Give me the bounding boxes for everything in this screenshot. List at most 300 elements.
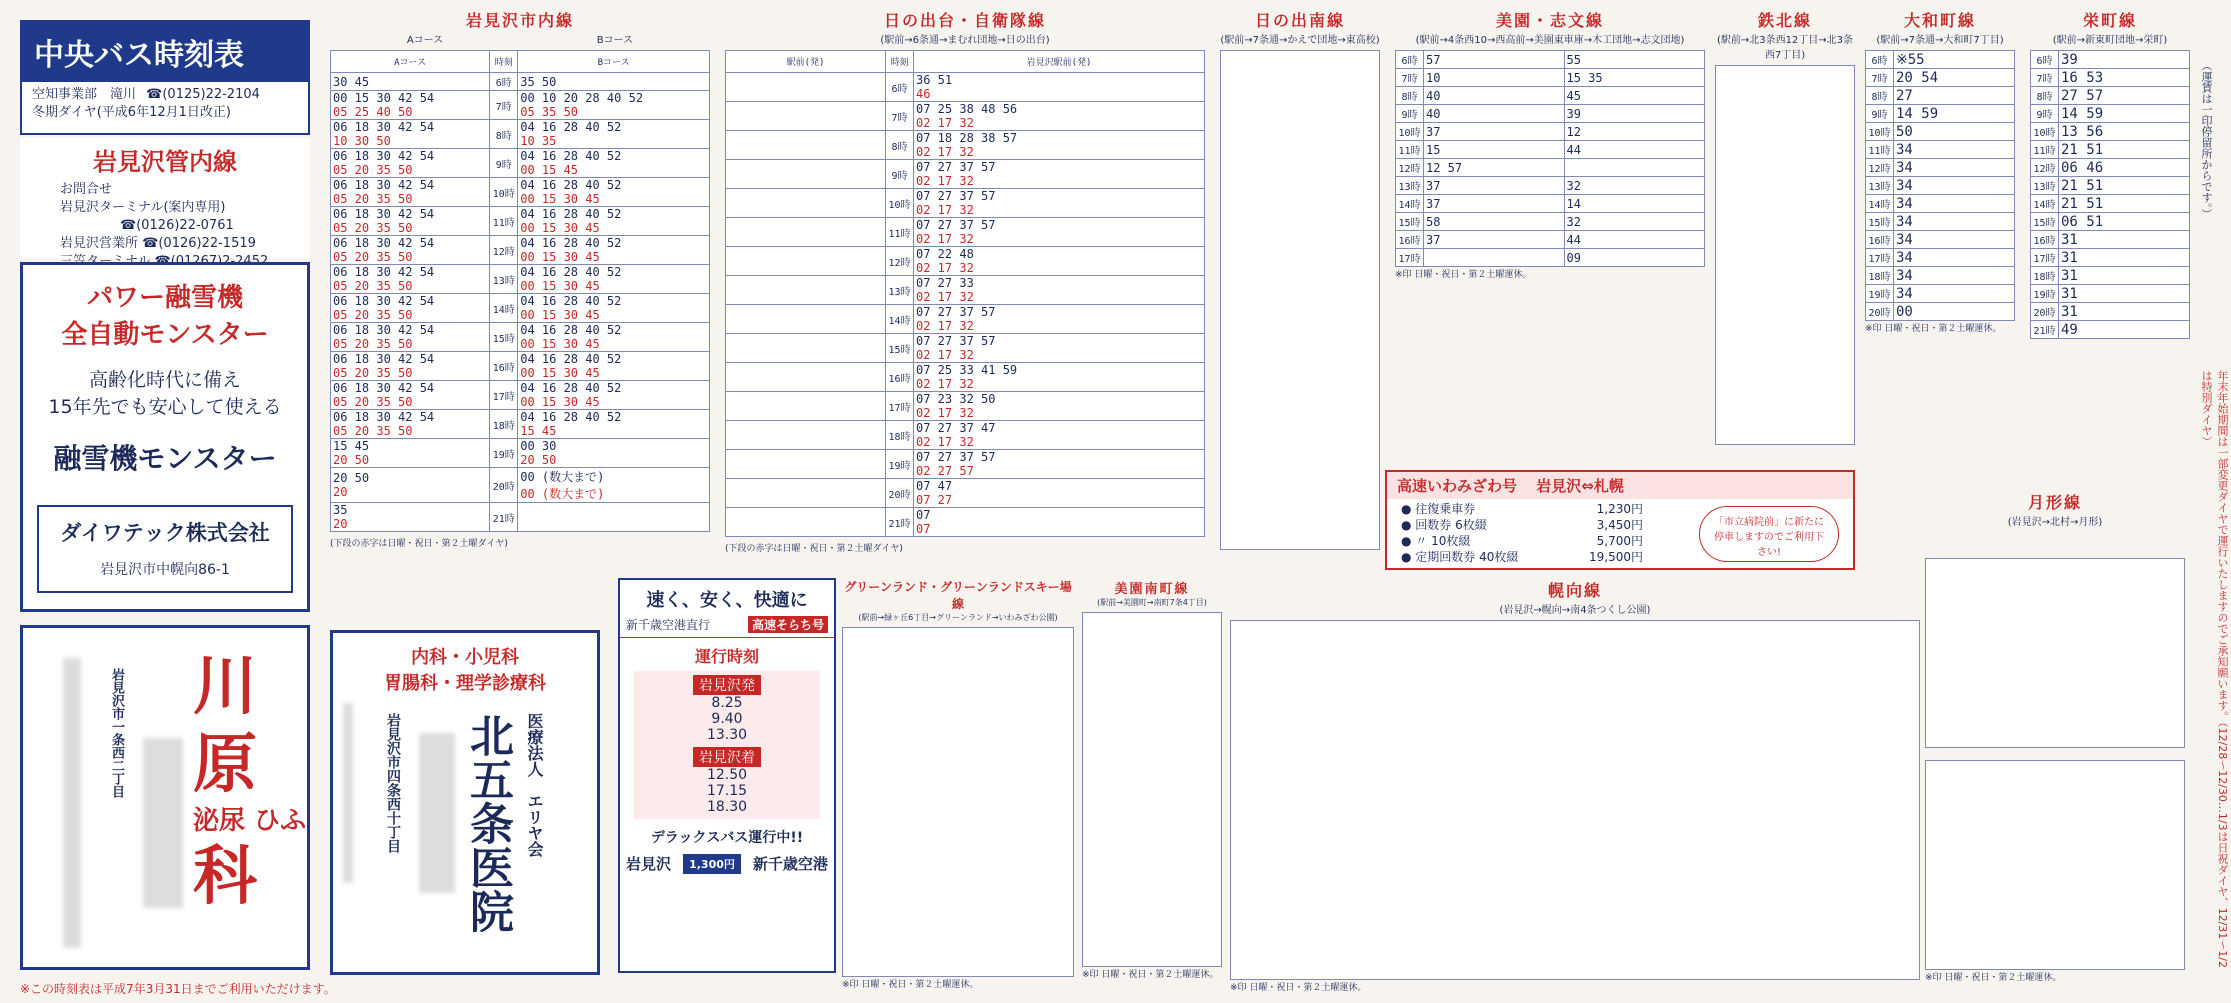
course-b-cell xyxy=(518,73,710,91)
time-weekday: 04 16 28 40 52 xyxy=(520,323,622,337)
hour-cell: 12時 xyxy=(886,247,914,276)
time-cell xyxy=(914,334,1205,363)
time-holiday: 05 20 35 50 xyxy=(333,279,413,293)
shinai-line xyxy=(330,8,710,549)
course-a-cell xyxy=(331,178,490,207)
course-b-cell xyxy=(518,265,710,294)
time-cell: 34 xyxy=(1894,231,2015,249)
table-row xyxy=(331,149,710,178)
hour-cell: 6時 xyxy=(1866,51,1894,69)
timetable-body xyxy=(331,73,710,532)
table-row xyxy=(331,265,710,294)
table-row xyxy=(2031,303,2190,321)
table-row xyxy=(1866,159,2015,177)
time-cell: 55 xyxy=(1564,51,1705,69)
ad-highway xyxy=(1385,470,1855,570)
fare-value: 3,450円 xyxy=(1596,518,1643,532)
table-row xyxy=(1396,159,1705,177)
time-cell: 31 xyxy=(2059,231,2190,249)
timetable-body xyxy=(2031,51,2190,339)
time-holiday: 05 20 35 50 xyxy=(333,163,413,177)
time-holiday: 05 20 35 50 xyxy=(333,337,413,351)
table-row xyxy=(726,160,1205,189)
ad-headline: パワー融雪機 xyxy=(86,283,243,313)
table-row xyxy=(331,468,710,503)
ad-name-2: 原 xyxy=(193,728,257,802)
timetable xyxy=(1865,50,2015,321)
season-label: 冬期ダイヤ(平成6年12月1日改正) xyxy=(32,105,231,120)
time-weekday: 06 18 30 42 54 xyxy=(333,352,435,366)
line-subtitle: (駅前→4条西10→西高前→美園東車庫→木工団地→志文団地) xyxy=(1415,35,1685,46)
time-holiday: 02 17 32 xyxy=(916,406,974,420)
ad-stamp: 「市立病院前」に新たに停車しますのでご利用下さい! xyxy=(1699,506,1839,562)
time-holiday: 05 20 35 50 xyxy=(333,366,413,380)
time-cell xyxy=(914,508,1205,537)
hour-cell: 12時 xyxy=(490,236,518,265)
time-holiday: 05 20 35 50 xyxy=(333,192,413,206)
hour-cell: 14時 xyxy=(490,294,518,323)
hour-cell: 6時 xyxy=(886,73,914,102)
course-b-cell xyxy=(518,149,710,178)
line-title: 月形線 xyxy=(2027,493,2082,512)
time-holiday: 20 50 xyxy=(333,453,370,467)
course-b-cell xyxy=(518,439,710,468)
hour-cell: 9時 xyxy=(1396,105,1424,123)
course-a-cell xyxy=(331,294,490,323)
hour-cell: 19時 xyxy=(886,450,914,479)
time-cell xyxy=(914,363,1205,392)
ad-text-2: 15年先でも安心して使える xyxy=(48,396,282,418)
misono-line xyxy=(1395,8,1705,280)
outbound-cell xyxy=(726,247,886,276)
fare-value: 1,230円 xyxy=(1596,502,1643,516)
time-cell: 39 xyxy=(2059,51,2190,69)
col-header-hour: 時刻 xyxy=(490,51,518,73)
course-a-cell xyxy=(331,381,490,410)
line-subtitle: (駅前→新東町団地→栄町) xyxy=(2052,35,2168,46)
table-row xyxy=(1396,87,1705,105)
time-cell: 37 xyxy=(1424,123,1565,141)
time-holiday: 05 20 35 50 xyxy=(333,395,413,409)
ad-time: 9.40 xyxy=(711,711,743,727)
time-weekday: 00 15 30 42 54 xyxy=(333,91,435,105)
time-cell: 00 xyxy=(1894,303,2015,321)
hour-cell: 17時 xyxy=(490,381,518,410)
outbound-cell xyxy=(726,189,886,218)
course-a-cell xyxy=(331,468,490,503)
time-weekday: 00 (数大まで) xyxy=(520,470,605,484)
header-panel xyxy=(20,20,310,135)
time-holiday: 02 17 32 xyxy=(916,232,974,246)
table-row xyxy=(2031,231,2190,249)
contact-panel xyxy=(20,138,310,258)
time-weekday: 07 xyxy=(916,508,931,522)
time-holiday: 05 20 35 50 xyxy=(333,308,413,322)
time-cell xyxy=(914,218,1205,247)
table-row xyxy=(726,247,1205,276)
time-weekday: 07 27 37 57 xyxy=(916,334,996,348)
time-cell: 31 xyxy=(2059,267,2190,285)
time-holiday: 02 17 32 xyxy=(916,377,974,391)
hour-cell: 16時 xyxy=(490,352,518,381)
hour-cell: 16時 xyxy=(1866,231,1894,249)
table-row xyxy=(2031,141,2190,159)
ad-arr-label: 岩見沢着 xyxy=(693,747,761,767)
time-cell: 21 51 xyxy=(2059,195,2190,213)
hour-cell: 11時 xyxy=(1396,141,1424,159)
hour-cell: 18時 xyxy=(490,410,518,439)
fare-label: ● 往復乗車券 xyxy=(1401,502,1476,516)
hour-cell: 7時 xyxy=(886,102,914,131)
blurred-phone xyxy=(63,658,81,948)
course-b-cell xyxy=(518,410,710,439)
time-holiday: 20 xyxy=(333,517,348,531)
table-row xyxy=(331,120,710,149)
hour-cell: 12時 xyxy=(2031,159,2059,177)
table-row xyxy=(1866,267,2015,285)
hour-cell: 17時 xyxy=(1866,249,1894,267)
line-subtitle: (駅前→7条通→大和町7丁目) xyxy=(1876,35,2004,46)
ad-time: 8.25 xyxy=(711,695,743,711)
table-row xyxy=(1396,195,1705,213)
table-note: (下段の赤字は日曜・祝日・第２土曜ダイヤ) xyxy=(330,539,508,549)
table-row xyxy=(2031,177,2190,195)
time-cell: 40 xyxy=(1424,105,1565,123)
ad-sub: 泌尿 xyxy=(193,806,246,836)
ad-address: 岩見沢市四条西十丁目 xyxy=(385,713,401,853)
time-cell: 27 xyxy=(1894,87,2015,105)
contact-heading: お問合せ xyxy=(60,182,113,197)
time-cell: 34 xyxy=(1894,267,2015,285)
ad-depts: 内科・小児科 xyxy=(411,647,519,668)
table-row xyxy=(2031,249,2190,267)
fare-list xyxy=(1387,499,1657,567)
time-cell: 21 51 xyxy=(2059,177,2190,195)
time-weekday: 06 18 30 42 54 xyxy=(333,236,435,250)
time-cell xyxy=(914,73,1205,102)
time-weekday: 04 16 28 40 52 xyxy=(520,207,622,221)
time-cell xyxy=(914,276,1205,305)
line-title: 幌向線 xyxy=(1547,581,1602,600)
time-cell: 37 xyxy=(1424,195,1565,213)
ad-brand: 融雪機モンスター xyxy=(53,442,277,475)
time-cell: 32 xyxy=(1564,213,1705,231)
table-row xyxy=(2031,159,2190,177)
timetable xyxy=(1082,612,1222,967)
time-weekday: 04 16 28 40 52 xyxy=(520,410,622,424)
hour-cell: 16時 xyxy=(2031,231,2059,249)
fare-label: ● 定期回数券 40枚綴 xyxy=(1401,550,1519,564)
ad-dep-label: 岩見沢発 xyxy=(693,675,761,695)
table-row xyxy=(1396,249,1705,267)
ad-time: 18.30 xyxy=(706,799,748,815)
timetable xyxy=(842,627,1074,977)
time-cell xyxy=(914,102,1205,131)
hour-cell: 6時 xyxy=(490,73,518,91)
time-holiday: 05 20 35 50 xyxy=(333,250,413,264)
time-cell: 06 51 xyxy=(2059,213,2190,231)
time-holiday: 05 35 50 xyxy=(520,105,579,119)
table-row xyxy=(2031,123,2190,141)
col-header: 駅前(発) xyxy=(726,51,886,73)
time-holiday: 00 15 30 45 xyxy=(520,250,600,264)
yamato-line xyxy=(1865,8,2015,334)
time-cell: 09 xyxy=(1564,249,1705,267)
table-row xyxy=(331,503,710,532)
col-header: Bコース xyxy=(518,51,710,73)
course-a-cell xyxy=(331,352,490,381)
time-weekday: 07 27 37 57 xyxy=(916,218,996,232)
time-cell: 10 xyxy=(1424,69,1565,87)
hour-cell: 15時 xyxy=(2031,213,2059,231)
hour-cell: 20時 xyxy=(886,479,914,508)
table-row xyxy=(726,73,1205,102)
time-cell xyxy=(914,479,1205,508)
hinode-line xyxy=(725,8,1205,554)
time-weekday: 04 16 28 40 52 xyxy=(520,381,622,395)
outbound-cell xyxy=(726,160,886,189)
fare-label: ● 〃 10枚綴 xyxy=(1401,534,1471,548)
time-cell: 44 xyxy=(1564,231,1705,249)
hour-cell: 15時 xyxy=(886,334,914,363)
course-a-cell xyxy=(331,73,490,91)
time-cell: 50 xyxy=(1894,123,2015,141)
time-holiday: 02 17 32 xyxy=(916,348,974,362)
hour-cell: 20時 xyxy=(1866,303,1894,321)
fare-row xyxy=(1401,533,1643,549)
table-row xyxy=(1396,231,1705,249)
time-holiday: 15 45 xyxy=(520,424,557,438)
line-subtitle: (駅前→7条通→かえで団地→東高校) xyxy=(1220,35,1380,46)
time-cell: 15 35 xyxy=(1564,69,1705,87)
time-cell: 14 59 xyxy=(2059,105,2190,123)
time-cell: 34 xyxy=(1894,213,2015,231)
table-row xyxy=(2031,105,2190,123)
course-a-cell xyxy=(331,91,490,120)
hour-cell: 7時 xyxy=(2031,69,2059,87)
table-row xyxy=(2031,195,2190,213)
ad-corp: 医療法人 エリヤ会 xyxy=(525,713,544,857)
hour-cell: 10時 xyxy=(490,178,518,207)
time-holiday: 07 27 xyxy=(916,493,953,507)
ad-company: ダイワテック株式会社 xyxy=(60,521,270,545)
contact-row: 岩見沢ターミナル(案内専用) xyxy=(60,200,226,215)
col-header-hour: 時刻 xyxy=(886,51,914,73)
time-weekday: 07 25 38 48 56 xyxy=(916,102,1018,116)
course-b-cell xyxy=(518,503,710,532)
table-row xyxy=(331,410,710,439)
timetable xyxy=(330,50,710,532)
time-cell: 06 46 xyxy=(2059,159,2190,177)
time-holiday: 10 35 xyxy=(520,134,557,148)
outbound-cell xyxy=(726,73,886,102)
time-cell: 13 56 xyxy=(2059,123,2190,141)
time-weekday: 04 16 28 40 52 xyxy=(520,178,622,192)
time-holiday: 07 xyxy=(916,522,931,536)
fare-note: （運賃は一印停留所からです。） xyxy=(2200,60,2213,220)
hour-cell: 14時 xyxy=(2031,195,2059,213)
time-weekday: 06 18 30 42 54 xyxy=(333,178,435,192)
line-subtitle: (駅前→北3条西12丁目→北3条西7丁目) xyxy=(1716,35,1854,61)
ad-brand: 高速そらち号 xyxy=(748,616,828,633)
ad-hospital xyxy=(330,630,600,975)
time-cell: 16 53 xyxy=(2059,69,2190,87)
time-cell xyxy=(914,131,1205,160)
table-row xyxy=(1396,123,1705,141)
time-holiday: 20 xyxy=(333,485,348,499)
time-cell: 58 xyxy=(1424,213,1565,231)
time-cell xyxy=(914,421,1205,450)
line-title: 美園南町線 xyxy=(1114,582,1190,597)
table-row xyxy=(1396,141,1705,159)
time-weekday: 06 18 30 42 54 xyxy=(333,207,435,221)
hour-cell: 8時 xyxy=(2031,87,2059,105)
time-holiday: 05 25 40 50 xyxy=(333,105,413,119)
horomui-line xyxy=(1230,578,1920,993)
time-weekday: 07 27 37 57 xyxy=(916,160,996,174)
col-header: 岩見沢駅前(発) xyxy=(914,51,1205,73)
time-holiday: 02 17 32 xyxy=(916,174,974,188)
table-row xyxy=(726,276,1205,305)
hour-cell: 14時 xyxy=(1866,195,1894,213)
table-row xyxy=(331,294,710,323)
ad-address: 岩見沢市一条西二丁目 xyxy=(109,668,124,798)
time-holiday: 00 15 30 45 xyxy=(520,221,600,235)
time-weekday: 06 18 30 42 54 xyxy=(333,265,435,279)
time-weekday: 04 16 28 40 52 xyxy=(520,352,622,366)
ad-depts-2: 胃腸科・理学診療科 xyxy=(384,673,546,694)
table-note: ※印 日曜・祝日・第２土曜運休。 xyxy=(842,980,979,990)
table-row xyxy=(726,450,1205,479)
outbound-cell xyxy=(726,305,886,334)
time-weekday: 06 18 30 42 54 xyxy=(333,120,435,134)
hour-cell: 10時 xyxy=(886,189,914,218)
ad-company-box xyxy=(37,505,293,593)
ad-headline-2: 全自動モンスター xyxy=(61,320,269,350)
ad-fare: 1,300円 xyxy=(683,854,741,874)
line-title: 美園・志文線 xyxy=(1495,11,1604,30)
hour-cell: 13時 xyxy=(490,265,518,294)
table-row xyxy=(726,421,1205,450)
hour-cell: 6時 xyxy=(1396,51,1424,69)
timetable xyxy=(1395,50,1705,267)
fare-label: ● 回数券 6枚綴 xyxy=(1401,518,1487,532)
table-row xyxy=(331,381,710,410)
hour-cell: 10時 xyxy=(1866,123,1894,141)
table-row xyxy=(726,363,1205,392)
line-title: 岩見沢管内線 xyxy=(93,148,237,176)
table-row xyxy=(1866,105,2015,123)
outbound-cell xyxy=(726,421,886,450)
hour-cell: 12時 xyxy=(1396,159,1424,177)
time-cell: 34 xyxy=(1894,285,2015,303)
time-cell: ※55 xyxy=(1894,51,2015,69)
course-b-cell xyxy=(518,381,710,410)
course-a-cell xyxy=(331,207,490,236)
ad-from: 岩見沢 xyxy=(626,855,672,873)
timetable-body xyxy=(1396,51,1705,267)
line-subtitle: (岩見沢→北村→月形) xyxy=(2007,517,2103,528)
outbound-cell xyxy=(726,102,886,131)
time-weekday: 30 45 xyxy=(333,74,370,89)
hour-cell: 20時 xyxy=(2031,303,2059,321)
hour-cell: 16時 xyxy=(886,363,914,392)
office-phone: ☎(0125)22-2104 xyxy=(146,87,260,102)
hour-cell: 11時 xyxy=(490,207,518,236)
hour-cell: 18時 xyxy=(886,421,914,450)
course-a-cell xyxy=(331,503,490,532)
course-b-cell xyxy=(518,120,710,149)
time-weekday: 06 18 30 42 54 xyxy=(333,149,435,163)
hour-cell: 18時 xyxy=(1866,267,1894,285)
timetable-body xyxy=(1866,51,2015,321)
hour-cell: 8時 xyxy=(490,120,518,149)
time-holiday: 02 17 32 xyxy=(916,435,974,449)
hour-cell: 15時 xyxy=(490,323,518,352)
ad-address: 岩見沢市中幌向86-1 xyxy=(100,562,230,578)
time-cell: 31 xyxy=(2059,285,2190,303)
table-row xyxy=(1866,249,2015,267)
table-row xyxy=(1866,285,2015,303)
time-cell: 57 xyxy=(1424,51,1565,69)
course-b-cell xyxy=(518,178,710,207)
hour-cell: 17時 xyxy=(1396,249,1424,267)
course-a-cell xyxy=(331,410,490,439)
time-cell: 37 xyxy=(1424,177,1565,195)
time-weekday: 07 23 32 50 xyxy=(916,392,996,406)
table-row xyxy=(1866,177,2015,195)
hour-cell: 16時 xyxy=(1396,231,1424,249)
time-weekday: 36 51 xyxy=(916,73,953,87)
table-row xyxy=(331,323,710,352)
time-cell: 15 xyxy=(1424,141,1565,159)
time-holiday: 00 15 30 45 xyxy=(520,337,600,351)
table-row xyxy=(331,91,710,120)
outbound-cell xyxy=(726,363,886,392)
time-weekday: 07 27 37 57 xyxy=(916,450,996,464)
course-a-cell xyxy=(331,120,490,149)
line-title: 日の出南線 xyxy=(1254,11,1345,30)
table-row xyxy=(331,439,710,468)
ad-kawahara xyxy=(20,625,310,970)
time-weekday: 00 10 20 28 40 52 xyxy=(520,91,644,105)
hour-cell: 19時 xyxy=(2031,285,2059,303)
time-weekday: 07 22 48 xyxy=(916,247,974,261)
course-b-cell xyxy=(518,323,710,352)
table-note: ※印 日曜・祝日・第２土曜運休。 xyxy=(1230,983,1367,993)
time-holiday: 02 27 57 xyxy=(916,464,974,478)
time-cell: 12 xyxy=(1564,123,1705,141)
hour-cell: 7時 xyxy=(490,91,518,120)
hour-cell: 14時 xyxy=(886,305,914,334)
table-row xyxy=(2031,213,2190,231)
ad-express xyxy=(618,578,836,973)
table-row xyxy=(726,218,1205,247)
timetable xyxy=(1230,620,1920,980)
hour-cell: 13時 xyxy=(2031,177,2059,195)
table-row xyxy=(726,392,1205,421)
time-weekday: 06 18 30 42 54 xyxy=(333,410,435,424)
time-cell xyxy=(1564,159,1705,177)
table-row xyxy=(726,131,1205,160)
table-row xyxy=(726,334,1205,363)
time-cell xyxy=(914,247,1205,276)
ad-monster xyxy=(20,262,310,612)
time-weekday: 20 50 xyxy=(333,471,370,485)
time-weekday: 07 18 28 38 57 xyxy=(916,131,1018,145)
tsukigata-line xyxy=(1925,490,2185,983)
ad-time: 13.30 xyxy=(706,727,748,743)
